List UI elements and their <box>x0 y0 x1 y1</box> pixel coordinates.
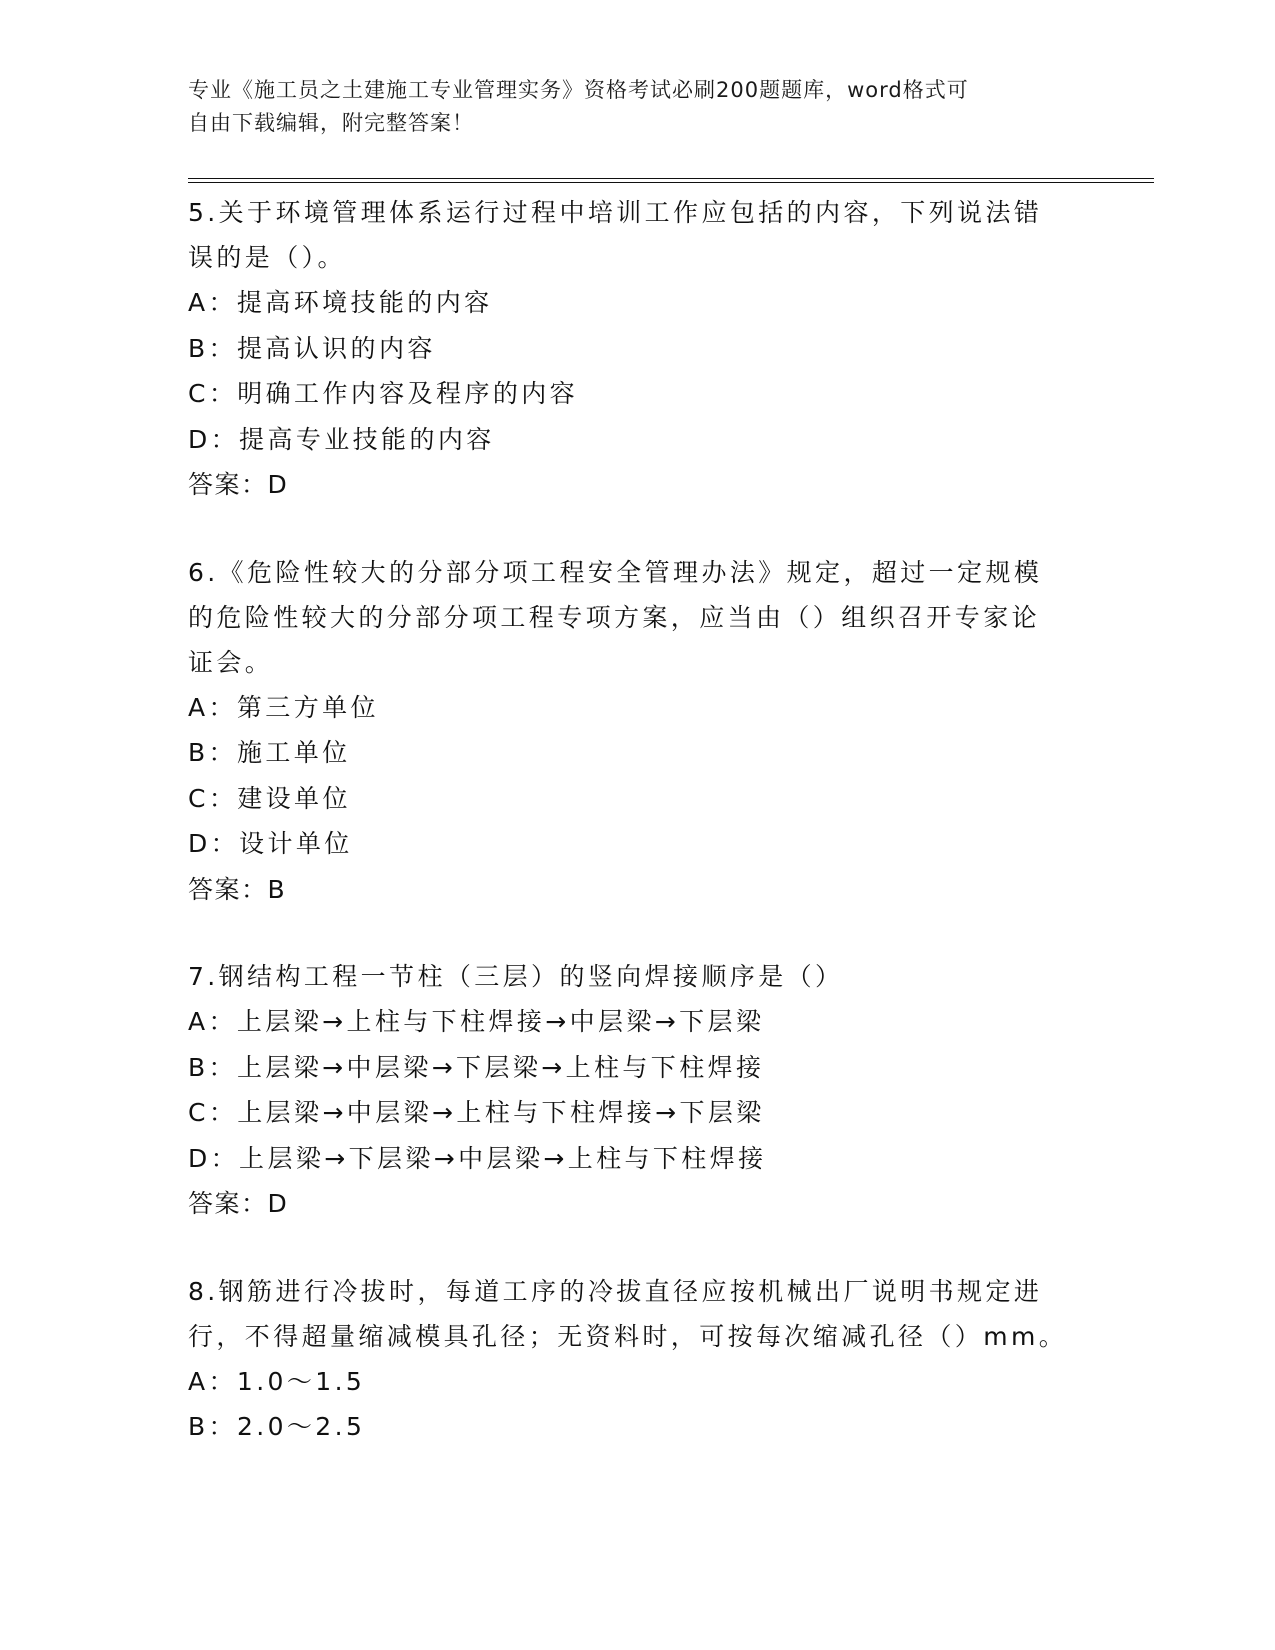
option-a: A：提高环境技能的内容 <box>188 288 493 317</box>
option-a: A：上层梁→上柱与下柱焊接→中层梁→下层梁 <box>188 1007 765 1036</box>
document-header <box>188 74 1068 140</box>
option-c: C：明确工作内容及程序的内容 <box>188 379 579 408</box>
header-line-2: 自由下载编辑，附完整答案！ <box>188 111 474 135</box>
option-d: D：提高专业技能的内容 <box>188 424 495 454</box>
answer-label: 答案：B <box>188 874 287 904</box>
option-b: B：施工单位 <box>188 738 351 767</box>
option-d: D：上层梁→下层梁→中层梁→上柱与下柱焊接 <box>188 1143 767 1173</box>
question-line: 8.钢筋进行冷拔时，每道工序的冷拔直径应按机械出厂说明书规定进 <box>188 1276 1043 1306</box>
question-text <box>188 190 1108 280</box>
question-text <box>188 954 1108 999</box>
option-a: A：第三方单位 <box>188 692 379 722</box>
question-list <box>188 190 1108 1492</box>
question-6 <box>188 550 1108 913</box>
question-8 <box>188 1269 1108 1450</box>
header-line-1: 专业《施工员之土建施工专业管理实务》资格考试必刷200题题库，word格式可 <box>188 78 969 102</box>
option-b: B：2.0～2.5 <box>188 1412 366 1441</box>
question-5 <box>188 190 1108 508</box>
question-line: 5.关于环境管理体系运行过程中培训工作应包括的内容，下列说法错 <box>188 198 1043 227</box>
question-line: 的危险性较大的分部分项工程专项方案，应当由（）组织召开专家论 <box>188 602 1041 632</box>
header-divider-top <box>188 178 1154 179</box>
option-a: A：1.0～1.5 <box>188 1366 366 1396</box>
question-line: 证会。 <box>188 647 274 677</box>
option-b: B：上层梁→中层梁→下层梁→上柱与下柱焊接 <box>188 1052 765 1082</box>
question-line: 6.《危险性较大的分部分项工程安全管理办法》规定，超过一定规模 <box>188 557 1043 587</box>
question-text <box>188 1269 1108 1359</box>
option-b: B：提高认识的内容 <box>188 333 436 363</box>
header-divider-bottom <box>188 182 1154 183</box>
answer-label: 答案：D <box>188 470 289 499</box>
question-line: 7.钢结构工程一节柱（三层）的竖向焊接顺序是（） <box>188 962 844 991</box>
question-text <box>188 550 1108 685</box>
question-line: 行，不得超量缩减模具孔径；无资料时，可按每次缩减孔径（）mm。 <box>188 1321 1068 1351</box>
option-c: C：建设单位 <box>188 783 351 813</box>
question-line: 误的是（）。 <box>188 243 346 272</box>
option-c: C：上层梁→中层梁→上柱与下柱焊接→下层梁 <box>188 1098 765 1127</box>
option-d: D：设计单位 <box>188 829 353 858</box>
question-7 <box>188 954 1108 1227</box>
answer-label: 答案：D <box>188 1189 289 1218</box>
